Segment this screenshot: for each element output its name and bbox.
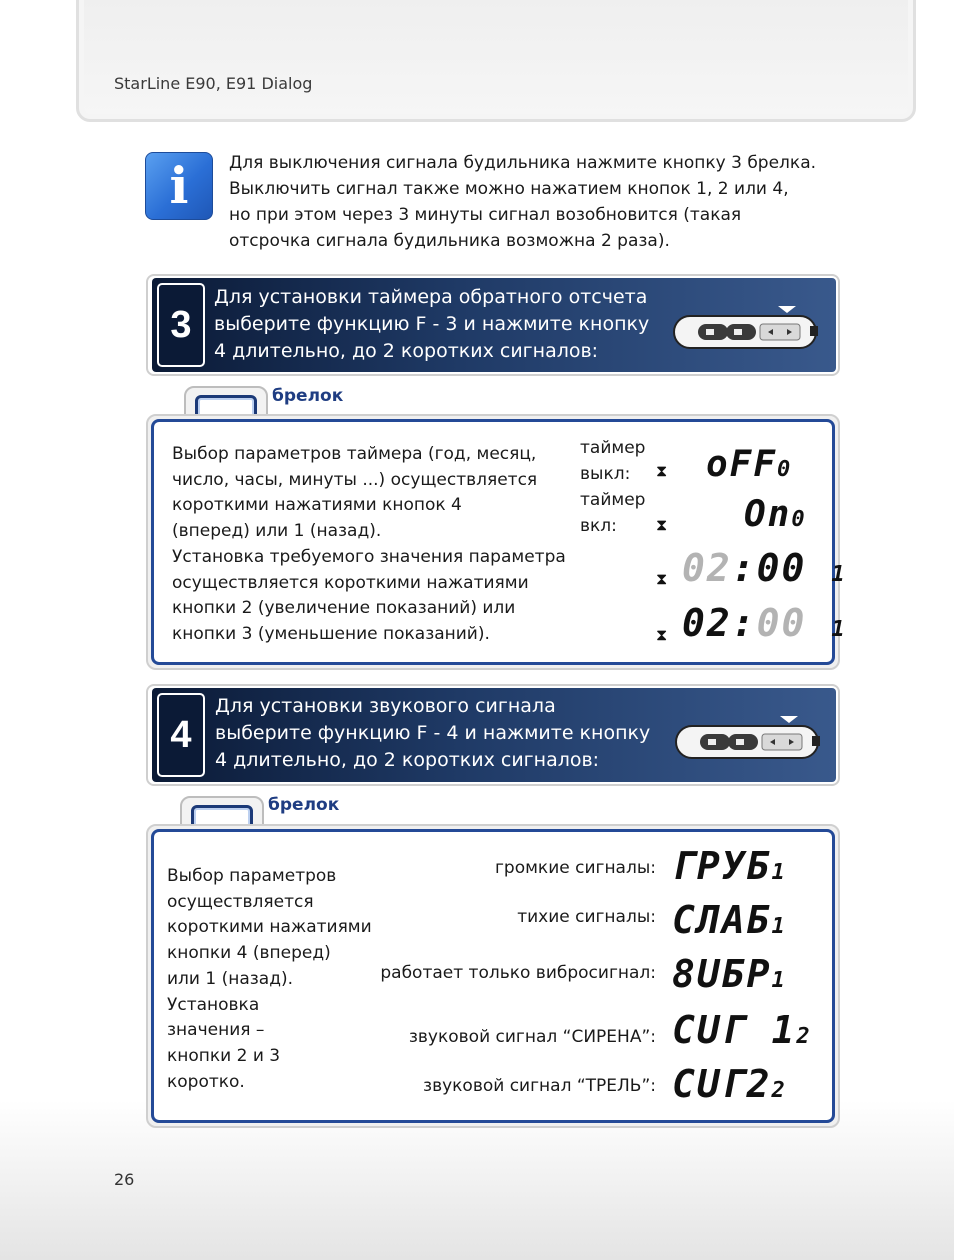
step4-instruction: Для установки звукового сигнала выберите функцию F - 4 и нажмите кнопку 4 длительно, до 2 коротких сигналов: xyxy=(215,695,651,771)
timer-on-label: таймер вкл: xyxy=(580,490,646,536)
lcd-trill-sound: CUГ22 xyxy=(672,1062,787,1106)
lcd-siren-sound: CUГ 12 xyxy=(672,1008,812,1052)
hourglass-icon: ⧗ xyxy=(656,625,668,644)
page-number: 26 xyxy=(114,1170,135,1189)
step3-banner xyxy=(152,278,836,372)
trill-sound-label: звуковой сигнал “ТРЕЛЬ”: xyxy=(423,1076,656,1096)
step3-number: 3 xyxy=(157,283,205,367)
lcd-sound-quiet: СЛАБ1 xyxy=(672,898,787,942)
lcd-timer-off: oFF0 xyxy=(706,444,793,485)
section4-description: Выбор параметров осуществляется короткими нажатиями кнопки 4 (вперед) или 1 (назад). Установка значения – кнопки 2 и 3 коротко. xyxy=(167,866,372,1092)
step3-instruction: Для установки таймера обратного отсчета выберите функцию F - 3 и нажмите кнопку 4 длительно, до 2 коротких сигналов: xyxy=(214,286,650,362)
section3-tab-label: брелок xyxy=(272,386,344,406)
header-frame xyxy=(76,0,916,122)
step4-banner xyxy=(152,688,836,782)
hourglass-icon: ⧗ xyxy=(656,461,668,480)
section3-description: Выбор параметров таймера (год, месяц, число, часы, минуты ...) осуществляется короткими нажатиями кнопок 4 (вперед) или 1 (назад). Установка требуемого значения параметра осуществляется короткими нажатиями кнопки 2 (увеличение показаний) или кнопки 3 (уменьшение показаний). xyxy=(172,444,566,644)
sound-loud-label: громкие сигналы: xyxy=(494,858,656,878)
lcd-timer-on: On0 xyxy=(744,494,807,535)
info-icon: i xyxy=(145,152,213,220)
siren-sound-label: звуковой сигнал “СИРЕНА”: xyxy=(408,1027,656,1047)
vibro-only-label: работает только вибросигнал: xyxy=(380,963,656,983)
info-note-text: Для выключения сигнала будильника нажмите кнопку 3 брелка. Выключить сигнал также можно нажатием кнопок 1, 2 или 4, но при этом через 3 минуты сигнал возобновится (такая отсрочка сигнала будильника возможна 2 раза). xyxy=(229,153,817,251)
hourglass-icon: ⧗ xyxy=(656,515,668,534)
lcd-hours-setting: 02:00 1 xyxy=(682,546,847,590)
hourglass-icon: ⧗ xyxy=(656,569,668,588)
key-fob-icon xyxy=(674,714,822,760)
lcd-sound-loud: ГРУБ1 xyxy=(672,844,787,888)
sound-quiet-label: тихие сигналы: xyxy=(517,907,656,927)
document-title: StarLine E90, E91 Dialog xyxy=(114,74,313,93)
lcd-minutes-setting: 02:00 1 xyxy=(682,601,847,645)
step4-number: 4 xyxy=(157,693,205,777)
key-fob-icon xyxy=(672,304,820,350)
section4-tab-label: брелок xyxy=(268,795,340,815)
lcd-vibro-only: 8UБР1 xyxy=(672,952,787,996)
timer-off-label: таймер выкл: xyxy=(580,438,646,484)
